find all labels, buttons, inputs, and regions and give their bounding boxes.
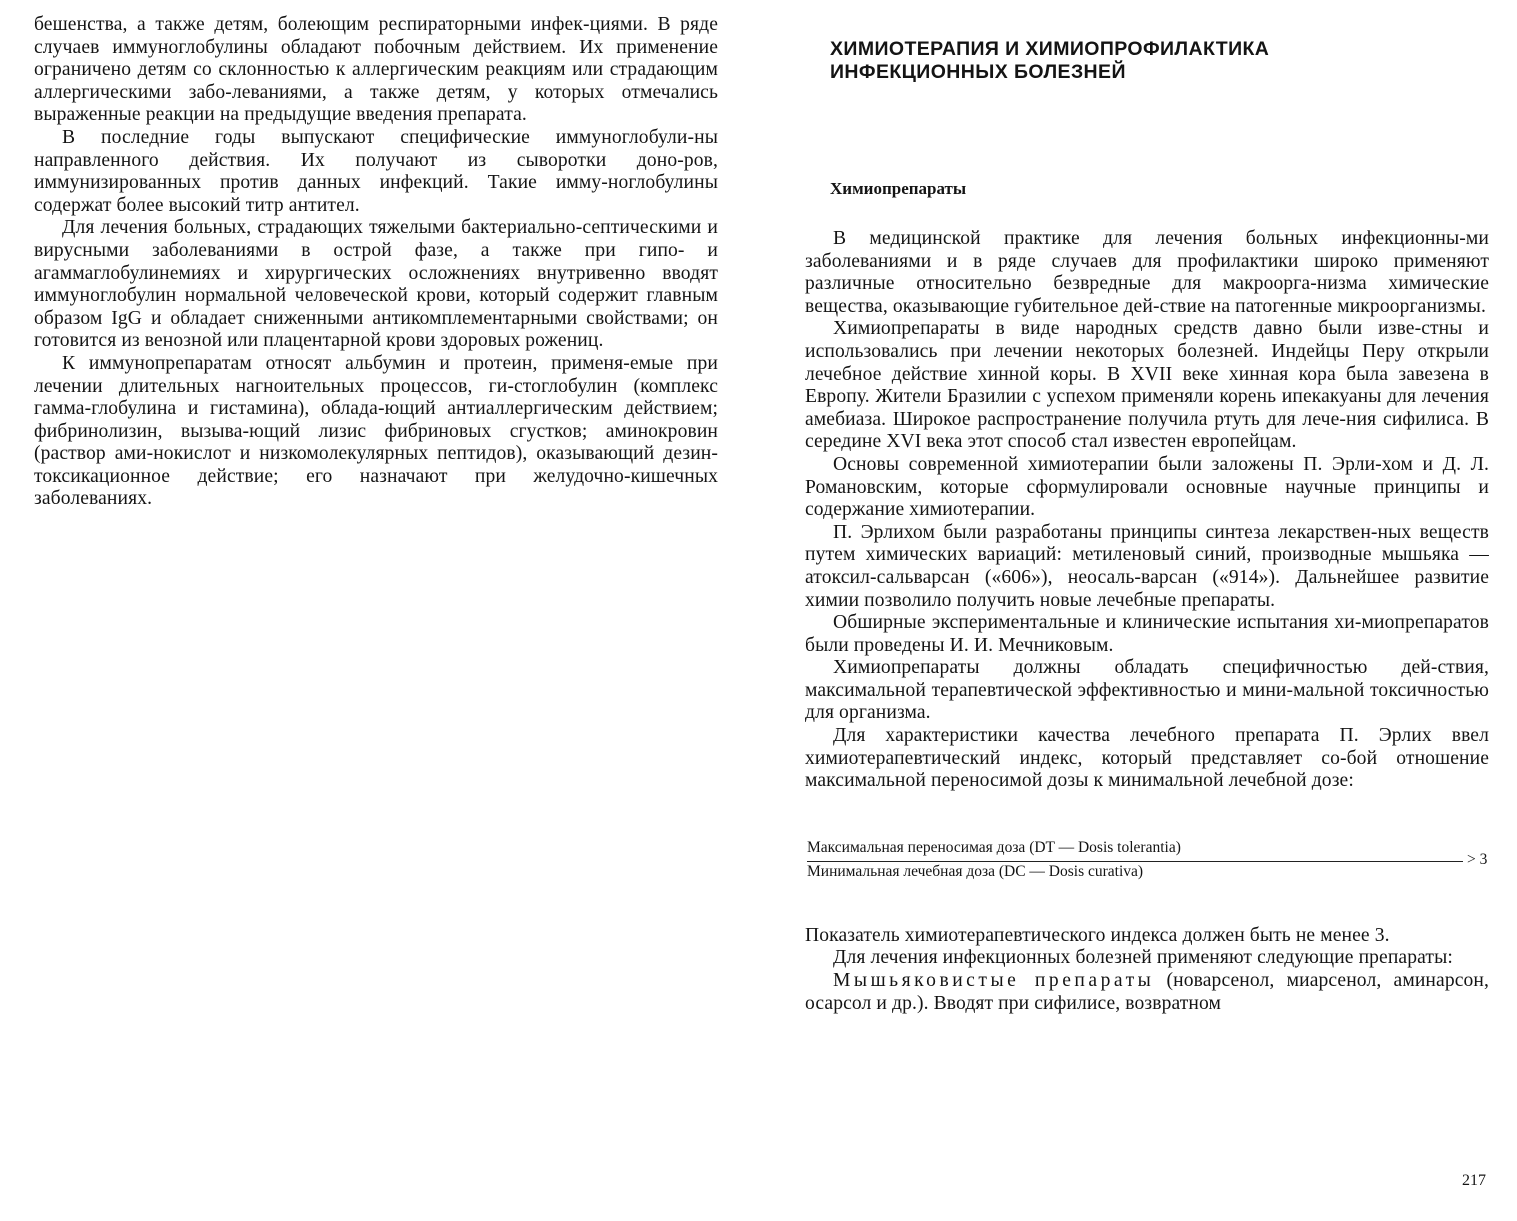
right-paragraph-9: Для лечения инфекционных болезней применяют следующие препараты: bbox=[833, 947, 1453, 969]
formula-relation: > 3 bbox=[1467, 850, 1488, 868]
right-paragraph-5: Обширные экспериментальные и клинические испытания хи-миопрепаратов были проведены И. И. Мечниковым. bbox=[805, 612, 1489, 656]
right-paragraph-8: Показатель химиотерапевтического индекса должен быть не менее 3. bbox=[805, 924, 1390, 946]
page-number: 217 bbox=[1462, 1172, 1486, 1189]
right-paragraph-4: П. Эрлихом были разработаны принципы синтеза лекарствен-ных веществ путем химических вариаций: метиленовый синий, производные мышьяка — атоксил-сальварсан («606»), неосаль-варсан («914»). Дальнейшее развитие химии позволило получить новые лечебные препараты. bbox=[805, 521, 1489, 611]
right-paragraph-3: Основы современной химиотерапии были заложены П. Эрли-хом и Д. Л. Романовским, которые сформулировали основные научные принципы и содержание химиотерапии. bbox=[805, 453, 1489, 521]
fraction-bar bbox=[807, 861, 1463, 862]
spaced-term: Мышьяковистые препараты bbox=[833, 970, 1155, 992]
left-paragraph-2: В последние годы выпускают специфические иммуноглобули-ны направленного действия. Их получают из сыворотки доно-ров, иммунизированных против данных инфекций. Такие имму-ноглобулины содержат более высокий титр антител. bbox=[34, 126, 718, 216]
chapter-title bbox=[830, 38, 1489, 84]
chemotherapeutic-index-formula bbox=[807, 839, 1489, 885]
right-paragraph-10 bbox=[805, 970, 1489, 1015]
right-paragraph-1: В медицинской практике для лечения больных инфекционны-ми заболеваниями и в ряде случаев для профилактики широко применяют различные относительно безвредные для макроорга-низма химические вещества, оказывающие губительное дей-ствие на патогенные микроорганизмы. bbox=[805, 228, 1489, 317]
left-paragraph-1: бешенства, а также детям, болеющим респираторными инфек-циями. В ряде случаев иммуноглобулины обладают побочным действием. Их применение ограничено детям со склонностью к аллергическим реакциям или страдающим аллергическими забо-леваниями, а также детям, у которых отмечались выраженные реакции на предыдущие введения препарата. bbox=[34, 14, 718, 126]
left-page bbox=[34, 14, 718, 511]
paragraph-rest: (новарсенол, миарсенол, аминарсон, осарсол и др.). Вводят при сифилисе, возвратном bbox=[805, 970, 1489, 1014]
chapter-title-line-1: ХИМИОТЕРАПИЯ И ХИМИОПРОФИЛАКТИКА bbox=[830, 38, 1270, 60]
formula-numerator: Максимальная переносимая доза (DT — Dosis tolerantia) bbox=[807, 838, 1181, 856]
right-paragraph-6: Химиопрепараты должны обладать специфичностью дей-ствия, максимальной терапевтической эффективностью и мини-мальной токсичностью для организма. bbox=[805, 657, 1489, 724]
left-paragraph-3: Для лечения больных, страдающих тяжелыми бактериально-септическими и вирусными заболеваниями в острой фазе, а также при гипо- и агаммаглобулинемиях и хирургических осложнениях внутривенно вводят иммуноглобулин нормальной человеческой крови, который содержит главным образом IgG и обладает сниженными антикомплементарными свойствами; он готовится из венозной или плацентарной крови здоровых рожениц. bbox=[34, 217, 718, 352]
section-title: Химиопрепараты bbox=[830, 179, 967, 198]
right-paragraph-7: Для характеристики качества лечебного препарата П. Эрлих ввел химиотерапевтический индекс, который представляет со-бой отношение максимальной переносимой дозы к минимальной лечебной дозе: bbox=[805, 725, 1489, 792]
chapter-title-line-2: ИНФЕКЦИОННЫХ БОЛЕЗНЕЙ bbox=[830, 61, 1126, 83]
left-paragraph-4: К иммунопрепаратам относят альбумин и протеин, применя-емые при лечении длительных нагноительных процессов, ги-стоглобулин (комплекс гамма-глобулина и гистамина), облада-ющий антиаллергическим действием; фибринолизин, вызыва-ющий лизис фибриновых сгустков; аминокровин (раствор ами-нокислот и низкомолекулярных пептидов), оказывающий дезин-токсикационное действие; его назначают при желудочно-кишечных заболеваниях. bbox=[34, 352, 718, 510]
right-page bbox=[805, 14, 1489, 1015]
formula-denominator: Минимальная лечебная доза (DC — Dosis curativa) bbox=[807, 862, 1144, 880]
right-paragraph-2: Химиопрепараты в виде народных средств давно были изве-стны и использовались при лечении некоторых болезней. Индейцы Перу открыли лечебное действие хинной коры. В XVII веке хинная кора была завезена в Европу. Жители Бразилии с успехом применяли корень ипекакуаны для лечения амебиаза. Широкое распространение получила ртуть для лече-ния сифилиса. В середине XVI века этот способ стал известен европейцам. bbox=[805, 318, 1489, 453]
